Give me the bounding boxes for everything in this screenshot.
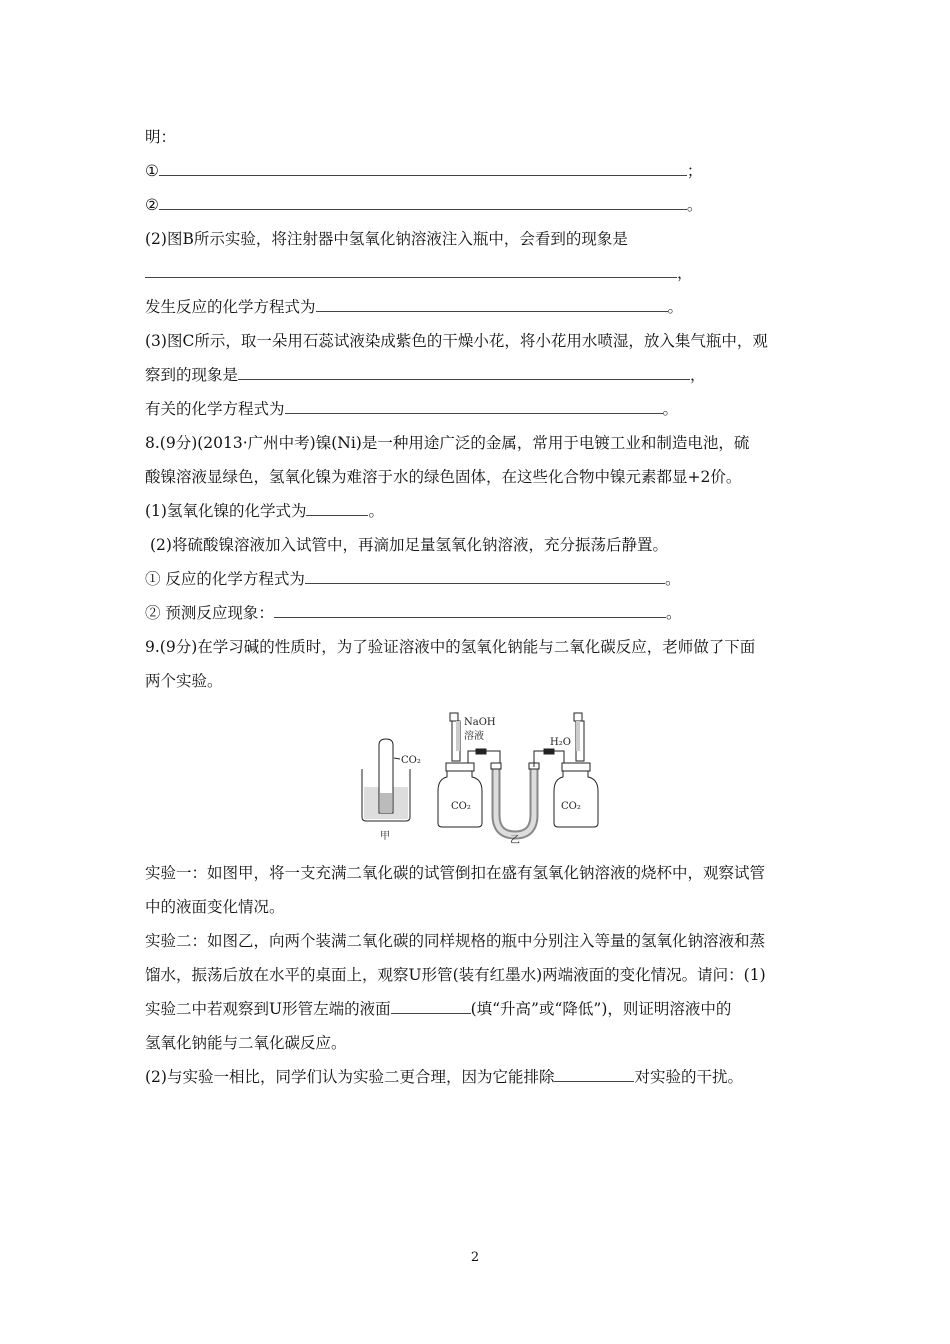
question-9-cont (145, 670, 223, 692)
line-text: 。 (686, 196, 703, 214)
h2o-label: H₂O (550, 737, 571, 748)
answer-line-6 (145, 398, 678, 420)
experiment-figure (360, 705, 600, 845)
line-text: (3)图C所示，取一朵用石蕊试液染成紫色的干燥小花，将小花用水喷湿，放入集气瓶中，观 (145, 332, 768, 350)
line-text: ① (145, 162, 159, 180)
left-bottle-label: CO₂ (451, 801, 471, 812)
answer-blank[interactable] (391, 999, 471, 1014)
question-3 (145, 330, 768, 352)
solution-label: 溶液 (464, 731, 484, 742)
figure-label-yi: 乙 (510, 835, 520, 845)
right-bottle-label: CO₂ (561, 801, 581, 812)
line-text: 有关的化学方程式为 (145, 400, 285, 418)
answer-blank[interactable] (274, 603, 666, 618)
line-text: 对实验的干扰。 (634, 1068, 743, 1086)
line-text: 。 (662, 400, 679, 418)
answer-line-4 (145, 296, 683, 318)
answer-line-8 (145, 602, 681, 624)
answer-blank[interactable] (238, 365, 690, 380)
experiment-2-cont (145, 964, 766, 986)
line-text: (1)氢氧化镍的化学式为 (145, 502, 307, 520)
line-text: 实验二中若观察到U形管左端的液面 (145, 1000, 391, 1018)
question-9-1 (145, 998, 731, 1020)
line-text: 两个实验。 (145, 672, 223, 690)
u-tube (491, 749, 564, 835)
answer-line-5 (145, 364, 706, 386)
experiment-1 (145, 862, 765, 884)
line-text: ② (145, 196, 159, 214)
question-2 (145, 228, 628, 250)
question-8-2 (150, 534, 668, 556)
line-text: 中的液面变化情况。 (145, 898, 285, 916)
page-number: 2 (470, 1250, 480, 1265)
answer-line-3 (145, 262, 693, 284)
line-text: 酸镍溶液显绿色，氢氧化镍为难溶于水的绿色固体，在这些化合物中镍元素都显+2价。 (145, 468, 742, 486)
line-text: (填“升高”或“降低”)，则证明溶液中的 (470, 1000, 732, 1018)
line-text: 明： (145, 128, 177, 146)
answer-blank[interactable] (145, 263, 677, 278)
line-text: ， (690, 366, 706, 384)
answer-blank[interactable] (159, 161, 687, 176)
line-text: 发生反应的化学方程式为 (145, 298, 316, 316)
line-text: (2)图B所示实验，将注射器中氢氧化钠溶液注入瓶中，会看到的现象是 (145, 230, 628, 248)
answer-blank[interactable] (306, 501, 368, 516)
answer-line-7 (145, 568, 680, 590)
line-text: 察到的现象是 (145, 366, 239, 384)
line-text: 。 (664, 570, 681, 588)
question-8 (145, 432, 749, 454)
line-text: 实验一：如图甲，将一支充满二氧化碳的试管倒扣在盛有氢氧化钠溶液的烧杯中，观察试管 (145, 864, 766, 882)
line-text: 9.(9分)在学习碱的性质时，为了验证溶液中的氢氧化钠能与二氧化碳反应，老师做了下面 (145, 638, 756, 656)
text-line (145, 126, 176, 148)
co2-tube-label: CO₂ (401, 755, 421, 766)
line-text: 馏水，振荡后放在水平的桌面上，观察U形管(装有红墨水)两端液面的变化情况。请问：(1) (145, 966, 766, 984)
answer-blank[interactable] (305, 569, 665, 584)
line-text: ， (677, 264, 693, 282)
line-text: 实验二：如图乙，向两个装满二氧化碳的同样规格的瓶中分别注入等量的氢氧化钠溶液和蒸 (145, 932, 766, 950)
beaker-apparatus (362, 739, 410, 821)
line-text: 。 (368, 502, 384, 520)
line-text: ① 反应的化学方程式为 (145, 570, 305, 588)
experiment-2 (145, 930, 765, 952)
experiment-1-cont (145, 896, 285, 918)
answer-blank[interactable] (159, 195, 687, 210)
answer-line-1 (145, 160, 702, 182)
question-9 (145, 636, 755, 658)
answer-blank[interactable] (285, 399, 663, 414)
answer-line-2 (145, 194, 702, 216)
line-text: ； (686, 162, 703, 180)
answer-blank[interactable] (316, 297, 668, 312)
line-text: 8.(9分)(2013·广州中考)镍(Ni)是一种用途广泛的金属，常用于电镀工业和制造电池，硫 (145, 434, 750, 452)
line-text: 氢氧化钠能与二氧化碳反应。 (145, 1034, 347, 1052)
naoh-label: NaOH (464, 717, 496, 728)
line-text: 。 (665, 604, 682, 622)
line-text: (2)与实验一相比，同学们认为实验二更合理，因为它能排除 (145, 1068, 555, 1086)
question-8-cont (145, 466, 741, 488)
figure-label-jia: 甲 (380, 831, 390, 842)
answer-blank[interactable] (554, 1067, 634, 1082)
question-9-2 (145, 1066, 743, 1088)
line-text: ② 预测反应现象： (145, 604, 274, 622)
line-text: 。 (667, 298, 684, 316)
line-text: (2)将硫酸镍溶液加入试管中，再滴加足量氢氧化钠溶液，充分振荡后静置。 (150, 536, 668, 554)
question-9-1-cont (145, 1032, 347, 1054)
question-8-1 (145, 500, 384, 522)
